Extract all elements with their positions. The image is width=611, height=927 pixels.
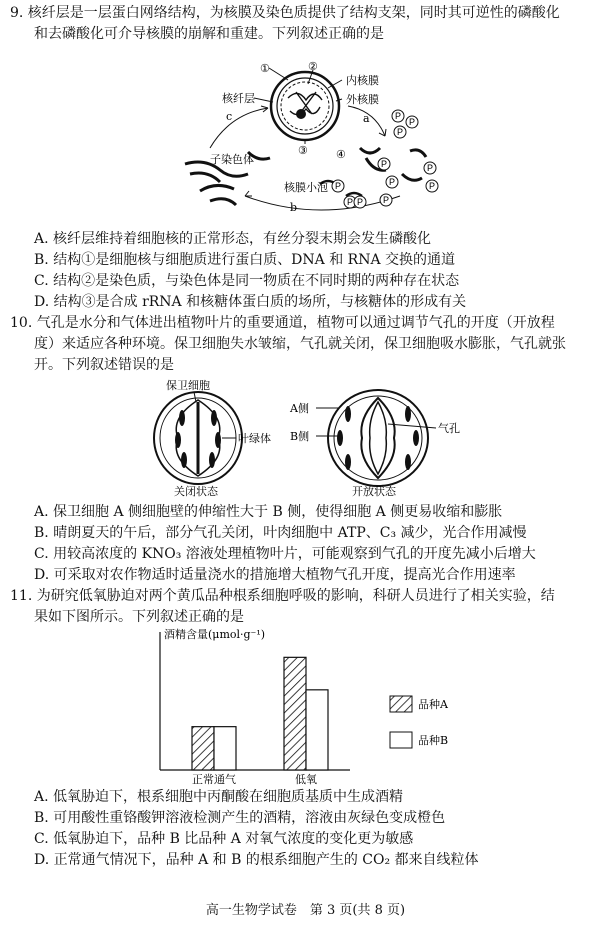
phosphate-label: P	[334, 181, 342, 191]
q10-stem-line1: 10. 气孔是水分和气体进出植物叶片的重要通道，植物可以通过调节气孔的开度（开放程	[10, 315, 555, 331]
q9-figure	[170, 56, 470, 216]
page-footer: 高一生物学试卷 第 3 页(共 8 页)	[205, 903, 406, 918]
label-nuclear-lamina: 核纤层	[222, 92, 255, 105]
q11-stem-line2: 果如下图所示。下列叙述正确的是	[34, 609, 244, 625]
x-tick-label: 低氧	[295, 773, 317, 786]
phosphate-label: P	[388, 177, 396, 187]
q9-stem-line2: 和去磷酸化可介导核膜的崩解和重建。下列叙述正确的是	[34, 26, 384, 42]
q10-option-c: C. 用较高浓度的 KNO₃ 溶液处理植物叶片，可能观察到气孔的开度先减小后增大	[34, 546, 536, 562]
q11-option-b: B. 可用酸性重铬酸钾溶液检测产生的酒精，溶液由灰绿色变成橙色	[34, 810, 446, 826]
arrow-label-a: a	[363, 112, 370, 125]
label-guard-cell: 保卫细胞	[166, 379, 210, 392]
q9-option-b: B. 结构①是细胞核与细胞质进行蛋白质、DNA 和 RNA 交换的通道	[34, 252, 456, 268]
bar-a-0	[192, 727, 214, 770]
label-4: ④	[336, 148, 346, 161]
q9-option-a: A. 核纤层维持着细胞核的正常形态，有丝分裂末期会发生磷酸化	[34, 231, 432, 247]
label-2: ②	[308, 60, 318, 73]
q9-option-d: D. 结构③是合成 rRNA 和核糖体蛋白质的场所，与核糖体的形成有关	[34, 294, 467, 310]
label-chloroplast: 叶绿体	[238, 432, 271, 445]
q9-option-c: C. 结构②是染色质，与染色体是同一物质在不同时期的两种存在状态	[34, 273, 460, 289]
arrow-label-c: c	[226, 110, 233, 123]
q10-stem-line2: 度）来适应各种环境。保卫细胞失水皱缩，气孔就关闭，保卫细胞吸水膨胀，气孔就张	[34, 336, 566, 352]
legend-swatch-a	[390, 696, 412, 712]
bar-b-0	[214, 727, 236, 770]
q11-option-d: D. 正常通气情况下，品种 A 和 B 的根系细胞产生的 CO₂ 都来自线粒体	[34, 852, 479, 868]
label-3: ③	[298, 144, 308, 157]
q10-stem-line3: 开。下列叙述错误的是	[34, 357, 174, 373]
label-closed-state: 关闭状态	[174, 485, 218, 498]
phosphate-label: P	[426, 163, 434, 173]
phosphate-label: P	[408, 117, 416, 127]
label-stoma: 气孔	[438, 422, 460, 435]
label-daughter-chromosome: 子染色体	[210, 153, 254, 166]
label-side-a: A侧	[290, 402, 309, 415]
q10-figure	[140, 378, 480, 498]
phosphate-label: P	[382, 195, 390, 205]
label-vesicle: 核膜小泡	[284, 181, 328, 194]
legend-label-b: 品种B	[418, 734, 449, 747]
q11-option-a: A. 低氧胁迫下，根系细胞中丙酮酸在细胞质基质中生成酒精	[34, 789, 404, 805]
phosphate-label: P	[380, 159, 388, 169]
phosphate-label: P	[428, 181, 436, 191]
label-outer-membrane: 外核膜	[346, 93, 379, 106]
label-open-state: 开放状态	[352, 485, 396, 498]
q10-option-b: B. 晴朗夏天的午后，部分气孔关闭，叶肉细胞中 ATP、C₃ 减少，光合作用减慢	[34, 525, 527, 541]
q11-option-c: C. 低氧胁迫下，品种 B 比品种 A 对氧气浓度的变化更为敏感	[34, 831, 414, 847]
legend-swatch-b	[390, 732, 412, 748]
x-tick-label: 正常通气	[192, 773, 236, 786]
bar-a-1	[284, 657, 306, 770]
y-axis-label: 酒精含量(μmol·g⁻¹)	[164, 628, 266, 641]
phosphate-label: P	[394, 111, 402, 121]
bar-b-1	[306, 690, 328, 770]
arrow-label-b: b	[290, 201, 298, 214]
label-inner-membrane: 内核膜	[346, 74, 379, 87]
label-1: ①	[260, 62, 270, 75]
legend-label-a: 品种A	[418, 698, 448, 711]
phosphate-label: P	[346, 197, 354, 207]
phosphate-label: P	[356, 197, 364, 207]
label-side-b: B侧	[290, 430, 310, 443]
phosphate-label: P	[396, 127, 404, 137]
q11-stem-line1: 11. 为研究低氧胁迫对两个黄瓜品种根系细胞呼吸的影响，科研人员进行了相关实验，结	[10, 588, 555, 604]
q9-stem-line1: 9. 核纤层是一层蛋白网络结构，为核膜及染色质提供了结构支架，同时其可逆性的磷酸化	[10, 5, 560, 21]
q10-option-a: A. 保卫细胞 A 侧细胞壁的伸缩性大于 B 侧，使得细胞 A 侧更易收缩和膨胀	[34, 504, 503, 520]
q11-bar-chart	[150, 626, 480, 786]
q10-option-d: D. 可采取对农作物适时适量浇水的措施增大植物气孔开度，提高光合作用速率	[34, 567, 516, 583]
